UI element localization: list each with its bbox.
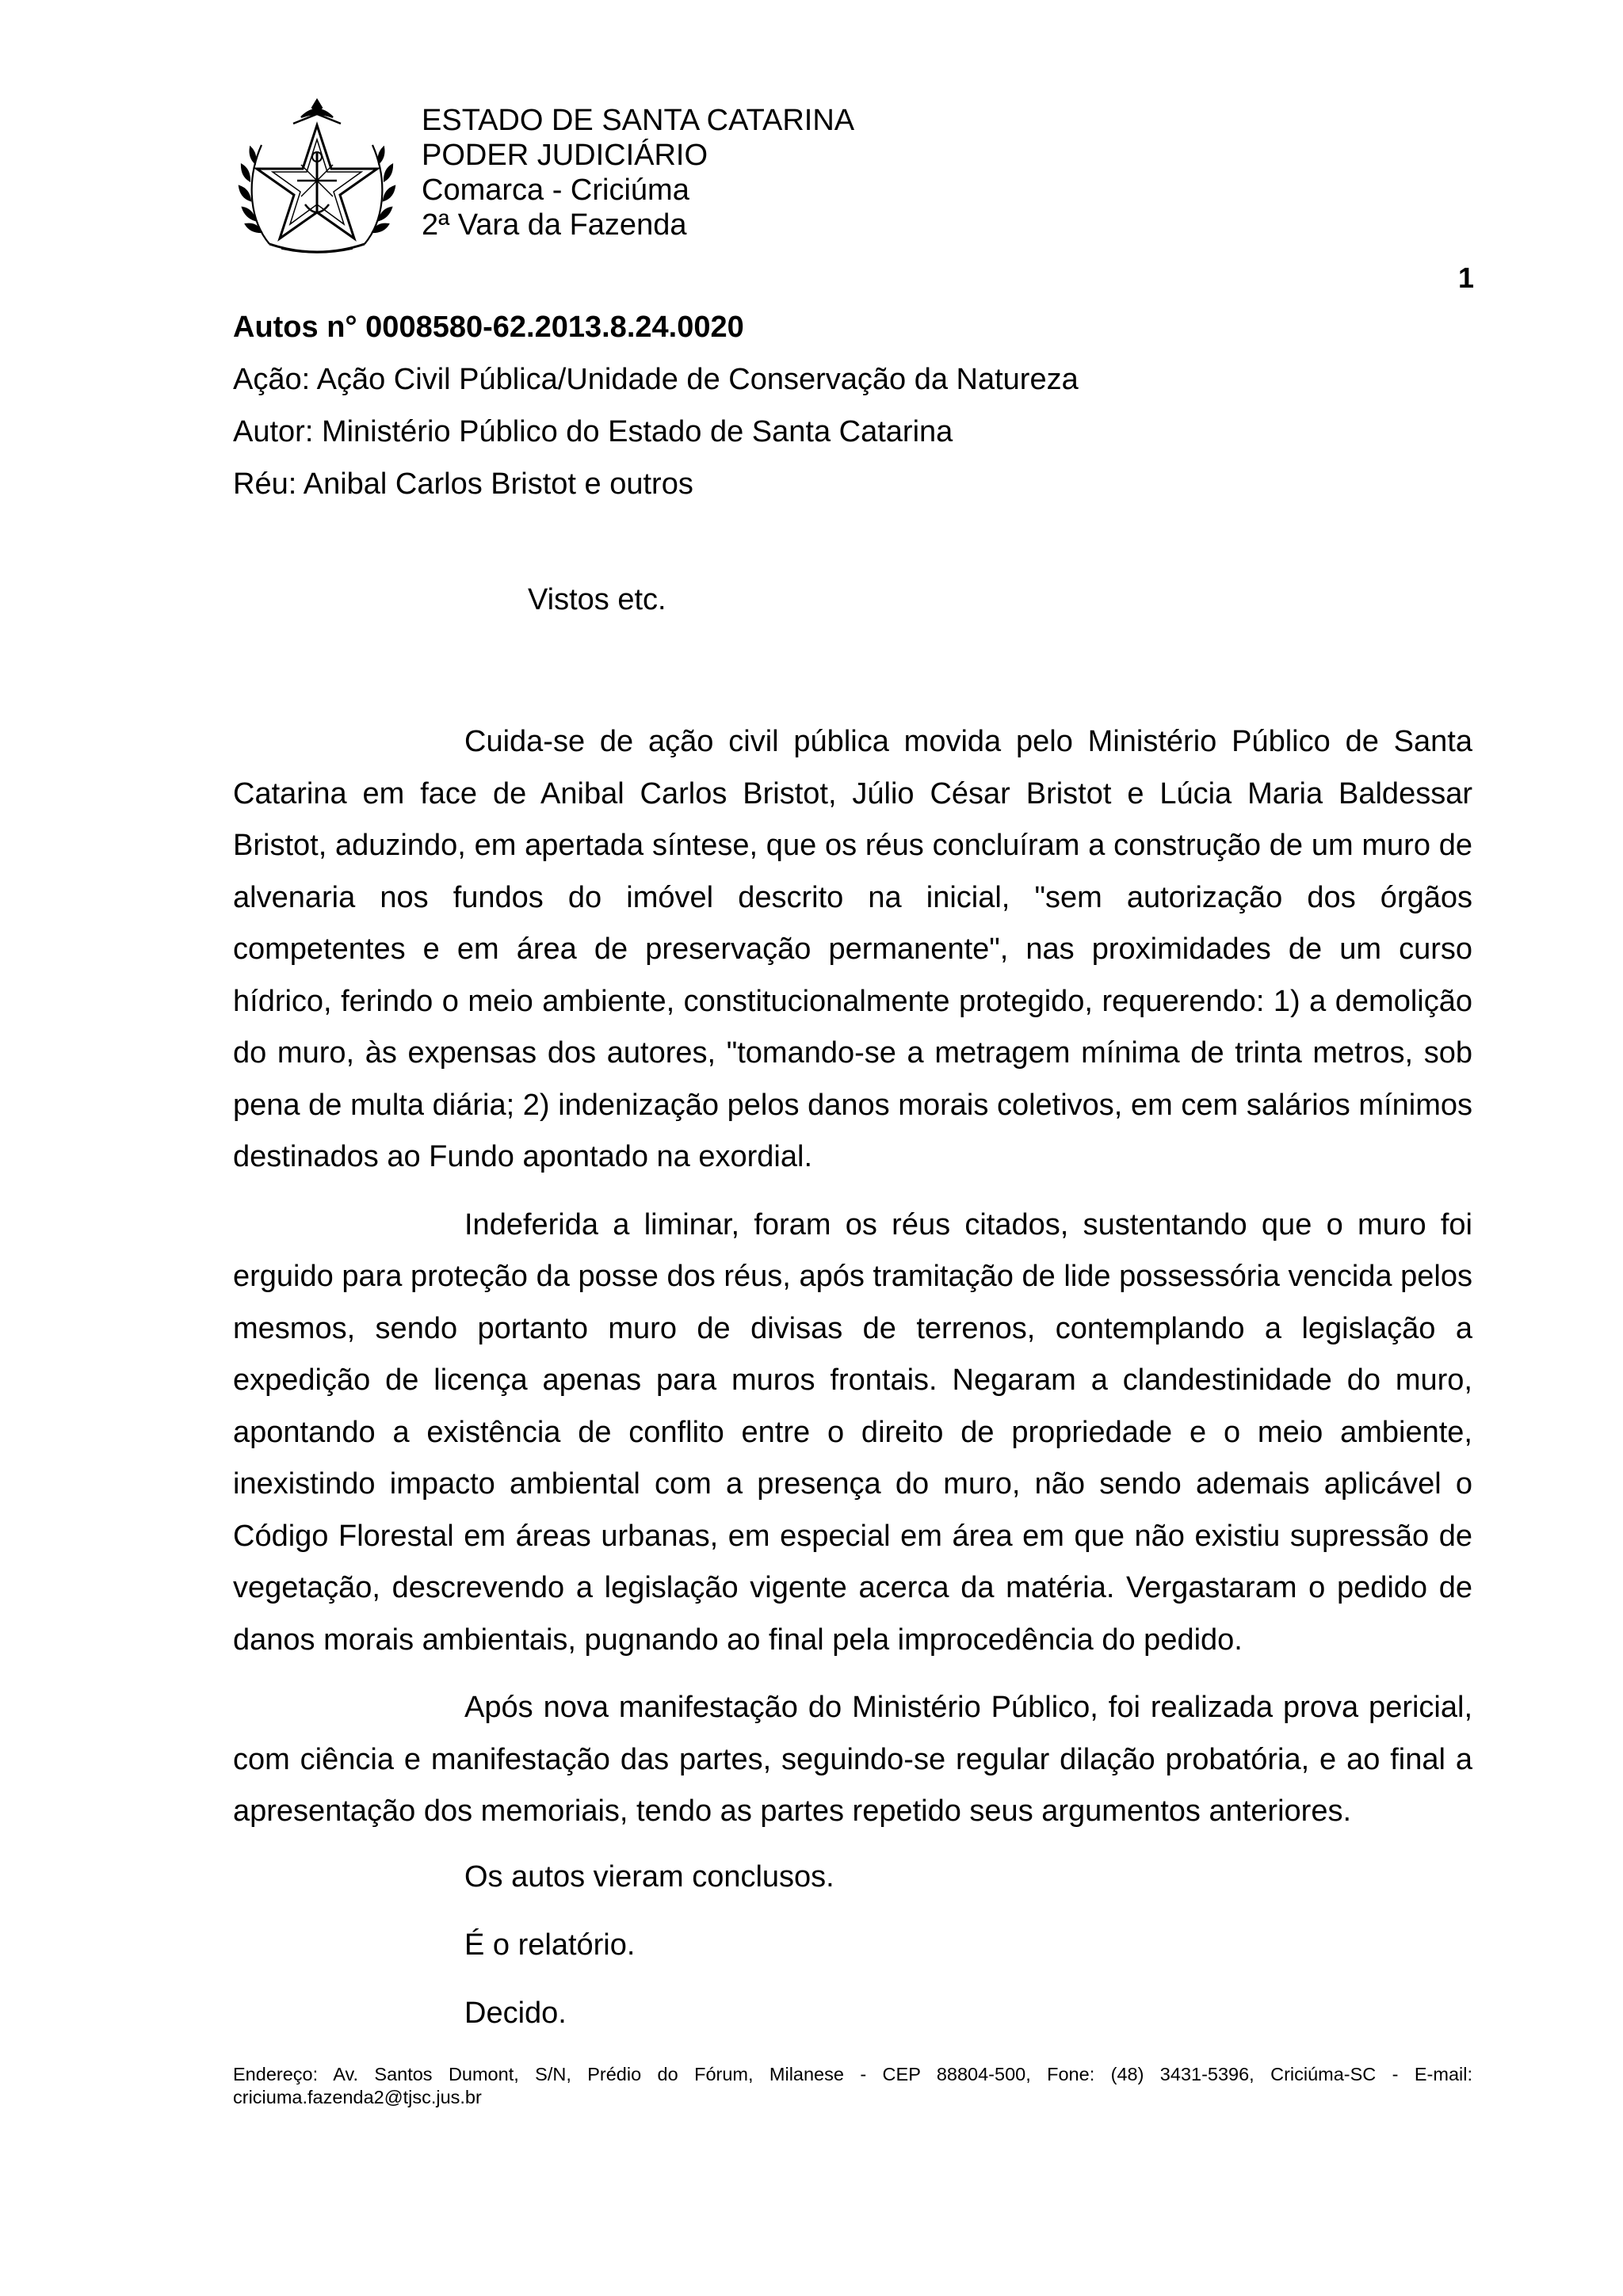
- footer-address: Endereço: Av. Santos Dumont, S/N, Prédio do Fórum, Milanese - CEP 88804-500, Fone: (48) 3431-5396, Criciúma-SC - E-mail:: [233, 2064, 1472, 2084]
- coat-of-arms-icon: [238, 93, 396, 257]
- header-judiciary: PODER JUDICIÁRIO: [422, 139, 708, 172]
- vistos-line: Vistos etc.: [528, 583, 666, 616]
- case-number: Autos n° 0008580-62.2013.8.24.0020: [233, 311, 744, 344]
- case-info: [233, 301, 1079, 510]
- page-number: 1: [1457, 261, 1474, 294]
- footer-email: criciuma.fazenda2@tjsc.jus.br: [233, 2087, 482, 2107]
- header-vara: 2ª Vara da Fazenda: [422, 208, 687, 242]
- case-defendant: Réu: Anibal Carlos Bristot e outros: [233, 467, 693, 501]
- paragraph: Após nova manifestação do Ministério Público, foi realizada prova pericial, com ciência e manifestação das partes, seguindo-se regular dilação probatória, e ao final a apresentação dos memoriais, tendo as partes repetido seus argumentos anteriores.: [233, 1691, 1472, 1828]
- closing-relatorio: É o relatório.: [464, 1928, 636, 1962]
- case-action: Ação: Ação Civil Pública/Unidade de Conservação da Natureza: [233, 363, 1079, 396]
- court-header: [422, 103, 854, 242]
- decision-body: [233, 716, 1472, 1854]
- header-state: ESTADO DE SANTA CATARINA: [422, 104, 855, 137]
- paragraph: Indeferida a liminar, foram os réus citados, sustentando que o muro foi erguido para proteção da posse dos réus, após tramitação de lide possessória vencida pelos mesmos, sendo portanto muro de divisas de terrenos, contemplando a legislação a expedição de licença apenas para muros frontais. Negaram a clandestinidade do muro, apontando a existência de conflito entre o direito de propriedade e o meio ambiente, inexistindo impacto ambiental com a presença do muro, não sendo ademais aplicável o Código Florestal em áreas urbanas, em especial em área em que não existiu supressão de vegetação, descrevendo a legislação vigente acerca da matéria. Vergastaram o pedido de danos morais ambientais, pugnando ao final pela improcedência do pedido.: [233, 1207, 1472, 1657]
- closing-decido: Decido.: [464, 1997, 567, 2030]
- page-footer: [233, 2063, 1472, 2109]
- closing-conclusos: Os autos vieram conclusos.: [464, 1860, 834, 1894]
- header-comarca: Comarca - Criciúma: [422, 174, 689, 207]
- paragraph: Cuida-se de ação civil pública movida pelo Ministério Público de Santa Catarina em face de Anibal Carlos Bristot, Júlio César Bristot e Lúcia Maria Baldessar Bristot, aduzindo, em apertada síntese, que os réus concluíram a construção de um muro de alvenaria nos fundos do imóvel descrito na inicial, "sem autorização dos órgãos competentes e em área de preservação permanente", nas proximidades de um curso hídrico, ferindo o meio ambiente, constitucionalmente protegido, requerendo: 1) a demolição do muro, às expensas dos autores, "tomando-se a metragem mínima de trinta metros, sob pena de multa diária; 2) indenização pelos danos morais coletivos, em cem salários mínimos destinados ao Fundo apontado na exordial.: [233, 725, 1472, 1173]
- case-plaintiff: Autor: Ministério Público do Estado de Santa Catarina: [233, 415, 953, 448]
